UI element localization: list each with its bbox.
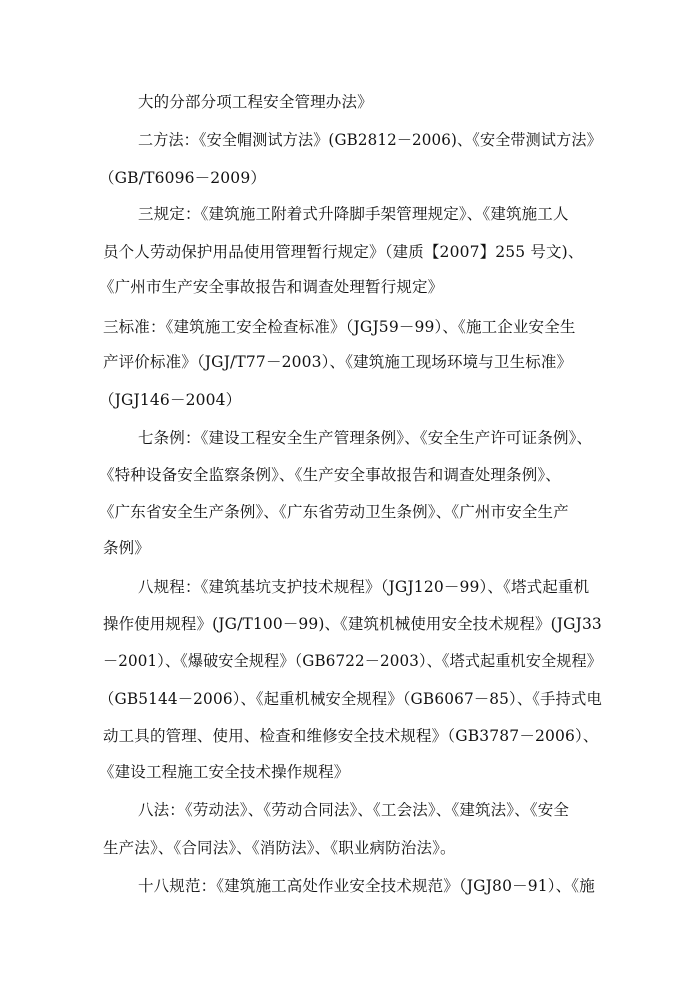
text-line: （GB/T6096－2009） (99, 169, 266, 187)
text-line: 《特种设备安全监察条例》、《生产安全事故报告和调查处理条例》、 (99, 466, 561, 484)
text-line: 八法：《劳动法》、《劳动合同法》、《工会法》、《建筑法》、《安全 (138, 801, 570, 819)
text-line: 条例》 (103, 539, 150, 557)
text-line: 三标准：《建筑施工安全检查标准》（JGJ59－99）、《施工企业安全生 (103, 318, 576, 336)
text-line: 生产法》、《合同法》、《消防法》、《职业病防治法》。 (103, 839, 456, 857)
text-line: 三规定：《建筑施工附着式升降脚手架管理规定》、《建筑施工人 (138, 205, 569, 223)
text-line: 动工具的管理、使用、检查和维修安全技术规程》（GB3787－2006）、 (103, 727, 599, 745)
text-line: 十八规范：《建筑施工高处作业安全技术规范》（JGJ80－91）、《施 (138, 877, 595, 895)
text-line: （GB5144－2006）、《起重机械安全规程》（GB6067－85）、《手持式电 (99, 690, 602, 708)
text-line: 《广东省安全生产条例》、《广东省劳动卫生条例》、《广州市安全生产 (99, 503, 569, 521)
text-line: 《广州市生产安全事故报告和调查处理暂行规定》 (99, 278, 444, 296)
text-line: 产评价标准》（JGJ/T77－2003）、《建筑施工现场环境与卫生标准》 (103, 353, 573, 371)
text-line: 七条例：《建设工程安全生产管理条例》、《安全生产许可证条例》、 (138, 429, 593, 447)
text-line: 二方法：《安全帽测试方法》(GB2812－2006)、《安全带测试方法》 (138, 131, 602, 149)
text-line: （JGJ146－2004） (99, 391, 242, 409)
text-line: 大的分部分项工程安全管理办法》 (138, 93, 373, 111)
text-line: 《建设工程施工安全技术操作规程》 (99, 763, 350, 781)
text-line: 八规程：《建筑基坑支护技术规程》（JGJ120－99）、《塔式起重机 (138, 578, 590, 596)
text-line: 员个人劳动保护用品使用管理暂行规定》（建质【2007】255 号文)、 (103, 243, 584, 261)
text-line: 操作使用规程》(JG/T100－99)、《建筑机械使用安全技术规程》(JGJ33 (103, 615, 602, 633)
text-line: －2001）、《爆破安全规程》（GB6722－2003）、《塔式起重机安全规程》 (103, 652, 603, 670)
